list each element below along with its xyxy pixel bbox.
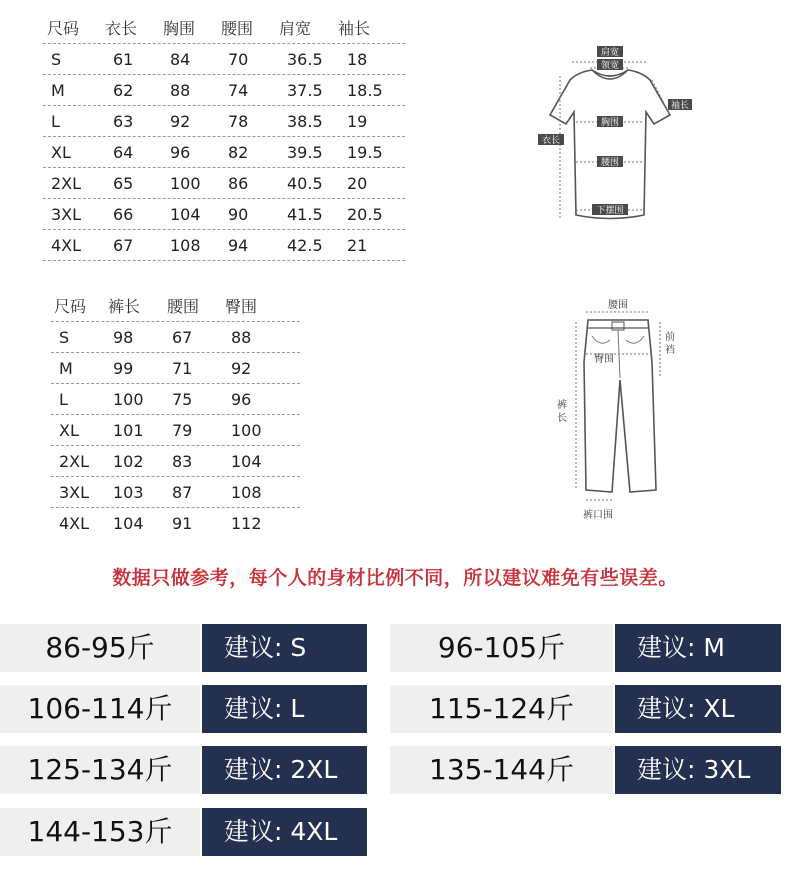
table-cell: 19 — [347, 112, 368, 131]
header-cell: 尺码 — [54, 297, 87, 316]
table-cell: 92 — [231, 359, 252, 378]
table-cell: 112 — [231, 514, 262, 533]
header-cell: 袖长 — [338, 19, 371, 38]
shirt-label-chest: 胸围 — [600, 118, 620, 128]
table-cell: 19.5 — [347, 143, 383, 162]
table-cell: 74 — [228, 81, 249, 100]
table-cell: 87 — [172, 483, 193, 502]
size-suggestion: 建议: M — [615, 624, 781, 672]
table-row — [51, 508, 300, 538]
recommendation-row — [0, 685, 367, 733]
table-cell: 65 — [113, 174, 134, 193]
header-cell: 胸围 — [163, 19, 196, 38]
pants-label-length-1: 裤 — [557, 400, 567, 411]
table-cell: 102 — [113, 452, 144, 471]
table-cell: 99 — [113, 359, 134, 378]
table-row — [43, 44, 405, 75]
table-cell: 91 — [172, 514, 193, 533]
table-cell: 104 — [231, 452, 262, 471]
table-cell: 3XL — [59, 483, 90, 502]
table-cell: S — [59, 328, 70, 347]
table-cell: 71 — [172, 359, 193, 378]
table-cell: XL — [51, 143, 71, 162]
table-row — [51, 384, 300, 415]
pants-label-length-2: 长 — [557, 413, 567, 424]
size-suggestion: 建议: S — [202, 624, 367, 672]
table-cell: 100 — [231, 421, 262, 440]
table-row — [51, 415, 300, 446]
table-cell: 101 — [113, 421, 144, 440]
weight-range: 125-134斤 — [0, 746, 200, 794]
table-row — [51, 353, 300, 384]
table-cell: 88 — [170, 81, 191, 100]
shirt-label-sleeve: 袖长 — [670, 101, 690, 111]
recommendation-row — [0, 808, 367, 856]
table-cell: 84 — [170, 50, 191, 69]
table-cell: 79 — [172, 421, 193, 440]
pants-measurement-diagram — [548, 290, 698, 522]
header-cell: 肩宽 — [279, 19, 312, 38]
table-row — [43, 230, 405, 261]
table-cell: 39.5 — [287, 143, 323, 162]
table-cell: 88 — [231, 328, 252, 347]
header-cell: 裤长 — [108, 297, 141, 316]
table-cell: 41.5 — [287, 205, 323, 224]
table-cell: 2XL — [59, 452, 90, 471]
shirt-label-collar: 领宽 — [600, 61, 620, 71]
weight-range: 115-124斤 — [390, 685, 613, 733]
table-cell: 92 — [170, 112, 191, 131]
table-cell: 100 — [170, 174, 201, 193]
disclaimer-notice: 数据只做参考，每个人的身材比例不同，所以建议难免有些误差。 — [112, 567, 678, 589]
top-size-table — [43, 13, 405, 261]
table-cell: 38.5 — [287, 112, 323, 131]
shirt-label-hem: 下摆围 — [596, 206, 624, 216]
recommendation-row — [390, 685, 781, 733]
table-cell: 104 — [170, 205, 201, 224]
recommendation-row — [390, 624, 781, 672]
table-cell: 21 — [347, 236, 368, 255]
weight-range: 96-105斤 — [390, 624, 613, 672]
table-cell: 40.5 — [287, 174, 323, 193]
shirt-label-length: 衣长 — [541, 136, 561, 146]
pants-label-hip: 臀围 — [594, 354, 614, 365]
weight-range: 135-144斤 — [390, 746, 613, 794]
table-cell: 20 — [347, 174, 368, 193]
table-cell: 42.5 — [287, 236, 323, 255]
table-cell: 62 — [113, 81, 134, 100]
table-cell: 100 — [113, 390, 144, 409]
weight-range: 86-95斤 — [0, 624, 200, 672]
table-cell: 104 — [113, 514, 144, 533]
pants-label-leg-opening: 裤口围 — [583, 510, 613, 521]
table-cell: 96 — [170, 143, 191, 162]
recommendation-row — [390, 746, 781, 794]
table-cell: 96 — [231, 390, 252, 409]
table-cell: S — [51, 50, 62, 69]
table-row — [43, 199, 405, 230]
table-header-row — [51, 291, 300, 322]
size-suggestion: 建议: 4XL — [202, 808, 367, 856]
weight-range: 144-153斤 — [0, 808, 200, 856]
shirt-measurement-diagram — [520, 40, 700, 230]
table-cell: L — [59, 390, 68, 409]
table-cell: 70 — [228, 50, 249, 69]
table-cell: 75 — [172, 390, 193, 409]
table-cell: 20.5 — [347, 205, 383, 224]
recommendation-row — [0, 624, 367, 672]
table-cell: 82 — [228, 143, 249, 162]
shirt-label-waist: 腰围 — [600, 158, 620, 168]
table-cell: 103 — [113, 483, 144, 502]
table-cell: 66 — [113, 205, 134, 224]
table-cell: 94 — [228, 236, 249, 255]
table-cell: 83 — [172, 452, 193, 471]
table-cell: 86 — [228, 174, 249, 193]
table-cell: 4XL — [59, 514, 90, 533]
table-cell: 63 — [113, 112, 134, 131]
table-cell: 18 — [347, 50, 368, 69]
table-row — [43, 106, 405, 137]
table-cell: 37.5 — [287, 81, 323, 100]
table-cell: 98 — [113, 328, 134, 347]
table-row — [43, 168, 405, 199]
table-header-row — [43, 13, 405, 44]
table-cell: 108 — [170, 236, 201, 255]
pants-label-front-rise-1: 前 — [665, 332, 675, 343]
table-row — [51, 322, 300, 353]
header-cell: 腰围 — [221, 19, 254, 38]
table-cell: 64 — [113, 143, 134, 162]
weight-range: 106-114斤 — [0, 685, 200, 733]
shirt-label-shoulder: 肩宽 — [600, 48, 620, 58]
table-cell: 4XL — [51, 236, 82, 255]
recommendation-row — [0, 746, 367, 794]
pants-label-waist: 腰围 — [608, 300, 628, 311]
size-suggestion: 建议: L — [202, 685, 367, 733]
pants-label-front-rise-2: 裆 — [665, 345, 675, 356]
table-cell: 90 — [228, 205, 249, 224]
table-row — [43, 137, 405, 168]
header-cell: 尺码 — [47, 19, 80, 38]
header-cell: 衣长 — [105, 19, 138, 38]
table-cell: M — [59, 359, 73, 378]
table-cell: 78 — [228, 112, 249, 131]
size-suggestion: 建议: 2XL — [202, 746, 367, 794]
table-cell: M — [51, 81, 65, 100]
table-cell: 61 — [113, 50, 134, 69]
header-cell: 臀围 — [225, 297, 258, 316]
header-cell: 腰围 — [167, 297, 200, 316]
table-cell: 18.5 — [347, 81, 383, 100]
table-cell: 67 — [172, 328, 193, 347]
table-cell: 2XL — [51, 174, 82, 193]
table-cell: L — [51, 112, 60, 131]
table-row — [51, 446, 300, 477]
size-suggestion: 建议: 3XL — [615, 746, 781, 794]
table-cell: 36.5 — [287, 50, 323, 69]
table-row — [51, 477, 300, 508]
pants-outline — [584, 320, 656, 492]
bottom-size-table — [51, 291, 300, 538]
size-suggestion: 建议: XL — [615, 685, 781, 733]
table-row — [43, 75, 405, 106]
shirt-outline — [550, 70, 670, 219]
table-cell: 3XL — [51, 205, 82, 224]
table-cell: 108 — [231, 483, 262, 502]
table-cell: 67 — [113, 236, 134, 255]
table-cell: XL — [59, 421, 79, 440]
